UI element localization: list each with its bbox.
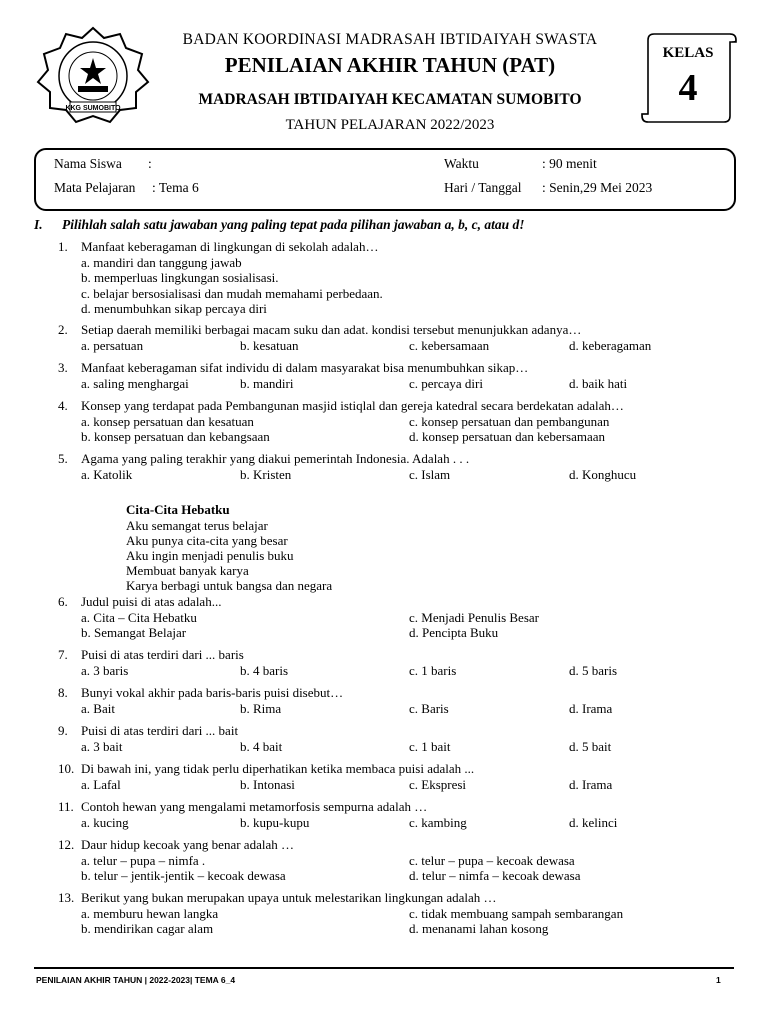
answer-option-a[interactable]: a. saling menghargai — [81, 375, 189, 391]
answer-option-a[interactable]: a. telur – pupa – nimfa . — [81, 852, 206, 868]
question-text: Konsep yang terdapat pada Pembangunan masjid istiqlal dan gereja katedral secara berdekatan adalah… — [81, 398, 624, 413]
answer-option-d[interactable]: d. menumbuhkan sikap percaya diri — [81, 301, 267, 316]
answer-option-a[interactable]: a. memburu hewan langka — [81, 905, 219, 921]
question-number: 5. — [58, 451, 68, 466]
mapel-value: : Tema 6 — [152, 180, 199, 195]
answer-option-b[interactable]: b. memperluas lingkungan sosialisasi. — [81, 270, 279, 285]
answer-option-c[interactable]: c. kebersamaan — [409, 337, 490, 353]
page-number: 1 — [716, 975, 721, 985]
answer-option-d[interactable]: d. konsep persatuan dan kebersamaan — [409, 429, 606, 444]
instruction-text: Pilihlah salah satu jawaban yang paling tepat pada pilihan jawaban a, b, c, atau d! — [62, 217, 525, 232]
section-instruction — [34, 217, 524, 233]
answer-option-a[interactable]: a. kucing — [81, 814, 129, 830]
kelas-label: KELAS — [662, 45, 714, 61]
answer-option-b[interactable]: b. 4 baris — [240, 662, 289, 678]
question-text: Manfaat keberagaman di lingkungan di sekolah adalah… — [81, 239, 379, 254]
answer-option-d[interactable]: d. Irama — [569, 776, 613, 792]
answer-option-c[interactable]: c. belajar bersosialisasi dan mudah memahami perbedaan. — [81, 285, 383, 301]
answer-option-b[interactable]: b. Intonasi — [240, 776, 295, 792]
header-organization: BADAN KOORDINASI MADRASAH IBTIDAIYAH SWASTA — [182, 31, 598, 48]
question-number: 4. — [58, 398, 68, 413]
answer-option-d[interactable]: d. Pencipta Buku — [409, 625, 499, 640]
poem-line: Aku ingin menjadi penulis buku — [126, 548, 294, 563]
answer-option-a[interactable]: a. Bait — [81, 700, 115, 716]
question-text: Daur hidup kecoak yang benar adalah … — [81, 837, 294, 852]
question-number: 3. — [58, 360, 68, 375]
answer-option-d[interactable]: d. Konghucu — [569, 466, 637, 482]
question-number: 2. — [58, 322, 68, 337]
question-text: Puisi di atas terdiri dari ... baris — [81, 647, 244, 662]
answer-option-c[interactable]: c. tidak membuang sampah sembarangan — [409, 905, 624, 921]
waktu-label: Waktu — [444, 156, 479, 171]
question-number: 11. — [58, 799, 74, 814]
answer-option-d[interactable]: d. keberagaman — [569, 337, 652, 353]
answer-option-b[interactable]: b. mendirikan cagar alam — [81, 921, 214, 936]
answer-option-a[interactable]: a. 3 baris — [81, 662, 129, 678]
answer-option-d[interactable]: d. kelinci — [569, 814, 618, 830]
answer-option-b[interactable]: b. telur – jentik-jentik – kecoak dewasa — [81, 868, 286, 883]
header-school: MADRASAH IBTIDAIYAH KECAMATAN SUMOBITO — [198, 91, 582, 108]
answer-option-c[interactable]: c. Ekspresi — [409, 776, 467, 792]
question-number: 13. — [58, 890, 75, 905]
answer-option-c[interactable]: c. Menjadi Penulis Besar — [409, 609, 539, 625]
answer-option-b[interactable]: b. Rima — [240, 700, 282, 716]
answer-option-c[interactable]: c. percaya diri — [409, 375, 483, 391]
answer-option-c[interactable]: c. Baris — [409, 700, 449, 716]
question-text: Agama yang paling terakhir yang diakui pemerintah Indonesia. Adalah . . . — [81, 451, 470, 466]
poem-title: Cita-Cita Hebatku — [126, 502, 230, 517]
logo-text: KKG SUMOBITO — [65, 105, 121, 112]
school-logo — [34, 24, 152, 124]
footer-text: PENILAIAN AKHIR TAHUN | 2022-2023| TEMA 6_4 — [36, 975, 236, 985]
answer-option-a[interactable]: a. konsep persatuan dan kesatuan — [81, 413, 254, 429]
answer-option-a[interactable]: a. Katolik — [81, 466, 133, 482]
answer-option-d[interactable]: d. menanami lahan kosong — [409, 921, 549, 936]
question-number: 12. — [58, 837, 75, 852]
poem-line: Aku punya cita-cita yang besar — [126, 533, 288, 548]
question-number: 9. — [58, 723, 68, 738]
question-number: 1. — [58, 239, 68, 254]
question-number: 10. — [58, 761, 75, 776]
answer-option-c[interactable]: c. 1 baris — [409, 662, 457, 678]
answer-option-d[interactable]: d. telur – nimfa – kecoak dewasa — [409, 868, 581, 883]
answer-option-a[interactable]: a. mandiri dan tanggung jawab — [81, 254, 242, 270]
footer-divider — [34, 967, 734, 969]
answer-option-c[interactable]: c. kambing — [409, 814, 467, 830]
question-text: Manfaat keberagaman sifat individu di dalam masyarakat bisa menumbuhkan sikap… — [81, 360, 529, 375]
answer-option-c[interactable]: c. konsep persatuan dan pembangunan — [409, 413, 610, 429]
question-text: Bunyi vokal akhir pada baris-baris puisi disebut… — [81, 685, 344, 700]
header-year: TAHUN PELAJARAN 2022/2023 — [285, 117, 495, 133]
answer-option-d[interactable]: d. Irama — [569, 700, 613, 716]
question-text: Berikut yang bukan merupakan upaya untuk melestarikan lingkungan adalah … — [81, 890, 497, 905]
answer-option-b[interactable]: b. kupu-kupu — [240, 814, 310, 830]
page-title: PENILAIAN AKHIR TAHUN (PAT) — [224, 53, 556, 77]
answer-option-a[interactable]: a. persatuan — [81, 337, 144, 353]
poem-line: Aku semangat terus belajar — [126, 518, 268, 533]
answer-option-b[interactable]: b. Kristen — [240, 466, 292, 482]
answer-option-c[interactable]: c. Islam — [409, 466, 451, 482]
answer-option-b[interactable]: b. 4 bait — [240, 738, 283, 754]
question-number: 8. — [58, 685, 68, 700]
kelas-number: 4 — [678, 67, 698, 109]
question-number: 7. — [58, 647, 68, 662]
answer-option-c[interactable]: c. 1 bait — [409, 738, 451, 754]
answer-option-c[interactable]: c. telur – pupa – kecoak dewasa — [409, 852, 575, 868]
answer-option-b[interactable]: b. konsep persatuan dan kebangsaan — [81, 429, 270, 444]
nama-field[interactable]: : — [148, 156, 152, 171]
nama-label: Nama Siswa — [54, 156, 122, 171]
answer-option-b[interactable]: b. Semangat Belajar — [81, 625, 187, 640]
mapel-label: Mata Pelajaran — [54, 180, 136, 195]
answer-option-d[interactable]: d. baik hati — [569, 375, 628, 391]
hari-value: : Senin,29 Mei 2023 — [542, 180, 653, 195]
question-text: Puisi di atas terdiri dari ... bait — [81, 723, 239, 738]
hari-label: Hari / Tanggal — [444, 180, 522, 195]
poem-line: Membuat banyak karya — [126, 563, 249, 578]
question-number: 6. — [58, 594, 68, 609]
answer-option-b[interactable]: b. mandiri — [240, 375, 294, 391]
question-text: Contoh hewan yang mengalami metamorfosis sempurna adalah … — [81, 799, 428, 814]
answer-option-d[interactable]: d. 5 bait — [569, 738, 612, 754]
answer-option-a[interactable]: a. Lafal — [81, 776, 121, 792]
section-number: I. — [34, 217, 43, 232]
answer-option-d[interactable]: d. 5 baris — [569, 662, 618, 678]
waktu-value: : 90 menit — [542, 156, 597, 171]
poem-line: Karya berbagi untuk bangsa dan negara — [126, 578, 333, 593]
question-text: Setiap daerah memiliki berbagai macam suku dan adat. kondisi tersebut menunjukkan adanya… — [81, 322, 582, 337]
answer-option-a[interactable]: a. 3 bait — [81, 738, 123, 754]
answer-option-b[interactable]: b. kesatuan — [240, 337, 299, 353]
answer-option-a[interactable]: a. Cita – Cita Hebatku — [81, 609, 197, 625]
question-text: Di bawah ini, yang tidak perlu diperhatikan ketika membaca puisi adalah ... — [81, 761, 475, 776]
question-text: Judul puisi di atas adalah... — [81, 594, 222, 609]
